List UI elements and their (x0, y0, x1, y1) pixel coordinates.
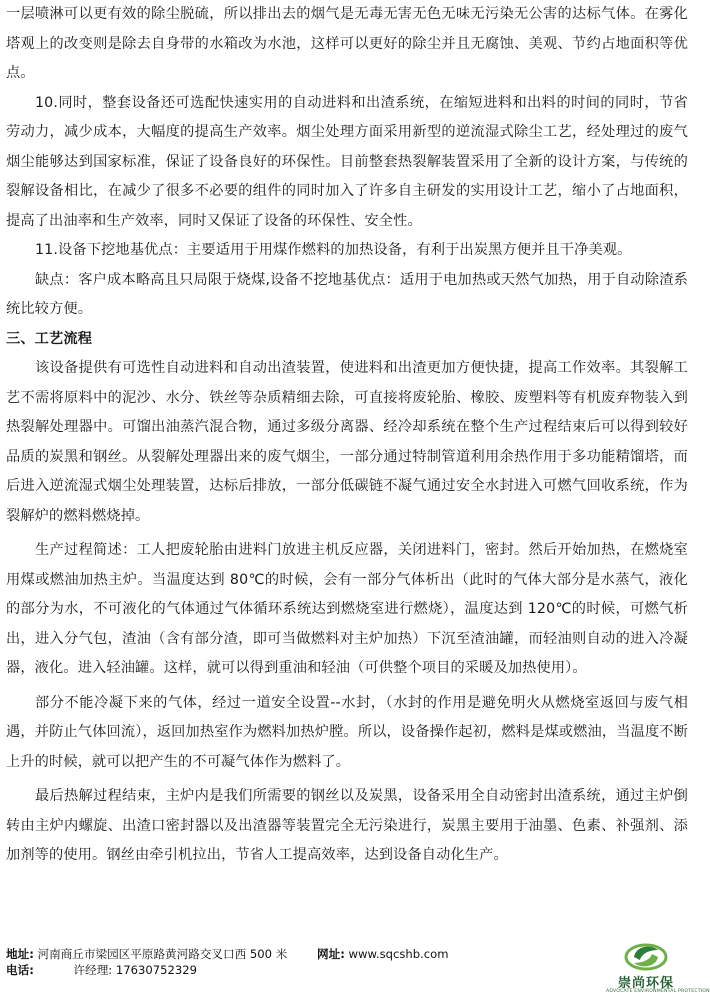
paragraph-final-stage: 最后热解过程结束，主炉内是我们所需要的钢丝以及炭黑，设备采用全自动密封出渣系统，通过主炉倒转由主炉内螺旋、出渣口密封器以及出渣器等装置完全无污染进行，炭黑主要用于油墨、色素、补强剂、添加剂等的使用。钢丝由牵引机拉出，节省人工提高效率，达到设备自动化生产。 (6, 788, 688, 863)
paragraph-item-11: 11.设备下挖地基优点：主要适用于用煤作燃料的加热设备，有利于出炭黑方便并且干净美观。 (35, 242, 632, 258)
website-link[interactable]: www.sqcshb.com (348, 947, 449, 961)
leaf-swirl-icon (620, 942, 672, 972)
address-text: 河南商丘市梁园区平原路黄河路交叉口西 500 米 (37, 947, 288, 961)
footer-address-row (6, 946, 566, 962)
website-label: 网址: (317, 947, 345, 961)
logo-brand-text: 崇尚环保 (617, 976, 674, 991)
manager-phone: 17630752329 (115, 963, 198, 977)
paragraph-process-intro: 该设备提供有可选性自动进料和自动出渣装置，使进料和出渣更加方便快捷，提高工作效率。其裂解工艺不需将原料中的泥沙、水分、铁丝等杂质精细去除，可直接将废轮胎、橡胶、废塑料等有机废弃物装入到热裂解处理器中。可馏出油蒸汽混合物，通过多级分离器、经冷却系统在整个生产过程结束后可以得到较好品质的炭黑和钢丝。从裂解处理器出来的废气烟尘，一部分通过特制管道利用余热作用于多功能精馏塔，而后进入逆流湿式烟尘处理装置，达标后排放，一部分低碳链不凝气通过安全水封进入可燃气回收系统，作为裂解炉的燃料燃烧掉。 (6, 360, 688, 524)
paragraph-production-overview: 生产过程简述：工人把废轮胎由进料门放进主机反应器，关闭进料门，密封。然后开始加热，在燃烧室用煤或燃油加热主炉。当温度达到 80℃的时候，会有一部分气体析出（此时的气体大部分是水蒸气，液化的部分为水，不可液化的气体通过气体循环系统达到燃烧室进行燃烧），温度达到 120℃的时候，可燃气析出，进入分气包，渣油（含有部分渣，即可当做燃料对主炉加热）下沉至渣油罐，而轻油则自动的进入冷凝器，液化。进入轻油罐。这样，就可以得到重油和轻油（可供整个项目的采暖及加热使用）。 (6, 542, 688, 676)
page-footer (6, 946, 566, 978)
footer-phone-row (6, 962, 566, 978)
company-logo (606, 942, 710, 1000)
paragraph-disadvantages: 缺点：客户成本略高且只局限于烧煤,设备不挖地基优点：适用于电加热或天然气加热，用于自动除渣系统比较方便。 (6, 271, 688, 317)
manager-label: 许经理: (73, 963, 113, 977)
document-body (6, 0, 688, 871)
phone-label: 电话: (6, 963, 34, 977)
paragraph-water-seal: 部分不能冷凝下来的气体，经过一道安全设置--水封，（水封的作用是避免明火从燃烧室返回与废气相遇，并防止气体回流），返回加热室作为燃料加热炉膛。所以，设备操作起初，燃料是煤或燃油，当温度不断上升的时候，就可以把产生的不可凝气体作为燃料了。 (6, 694, 688, 770)
logo-tagline: ADVOCATE ENVIRONMENTAL PROTECTION (606, 989, 710, 994)
section-heading-process: 三、工艺流程 (6, 330, 93, 347)
address-label: 地址: (6, 947, 34, 961)
paragraph-continuation: 一层喷淋可以更有效的除尘脱硫，所以排出去的烟气是无毒无害无色无味无污染无公害的达标气体。在雾化塔观上的改变则是除去自身带的水箱改为水池，这样可以更好的除尘并且无腐蚀、美观、节约占地面积等优点。 (6, 6, 688, 81)
paragraph-item-10: 10.同时，整套设备还可选配快速实用的自动进料和出渣系统，在缩短进料和出料的时间的同时，节省劳动力，减少成本，大幅度的提高生产效率。烟尘处理方面采用新型的逆流湿式除尘工艺，经处理过的废气烟尘能够达到国家标准，保证了设备良好的环保性。目前整套热裂解装置采用了全新的设计方案，与传统的裂解设备相比，在减少了很多不必要的组件的同时加入了许多自主研发的实用设计工艺，缩小了占地面积，提高了出油率和生产效率，同时又保证了设备的环保性、安全性。 (6, 94, 688, 229)
